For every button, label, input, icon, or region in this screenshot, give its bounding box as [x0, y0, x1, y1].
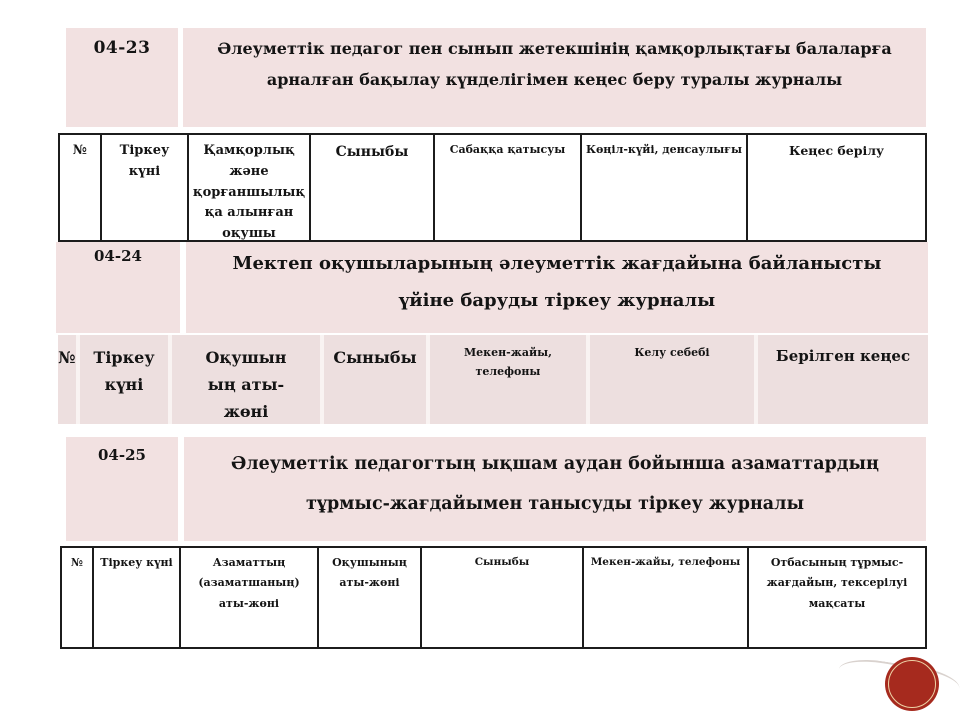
t2-col-reg-date: Тіркеу күні [80, 335, 168, 424]
t3-col-number: № [71, 556, 83, 569]
t2-col-class: Сыныбы [324, 335, 426, 424]
t1-col-lesson-attendance: Сабаққа қатысуы [433, 135, 580, 240]
t3-col-student-name: Оқушының аты-жөні [317, 548, 420, 647]
red-seal-logo [885, 657, 939, 711]
t3-col-family-condition-purpose: Отбасының тұрмыс-жағдайын, тексерілуі мақсаты [747, 548, 925, 647]
table-0425 [60, 546, 927, 649]
section-0424-title: Мектеп оқушыларының әлеуметтік жағдайына байланысты үйіне баруды тіркеу журналы [186, 242, 928, 333]
section-0424-band [56, 242, 928, 333]
section-0423-code: 04-23 [66, 28, 178, 127]
t3-col-class: Сыныбы [420, 548, 582, 647]
section-0425-code: 04-25 [66, 437, 178, 541]
t3-col-address-phone: Мекен-жайы, телефоны [582, 548, 747, 647]
t2-col-address-phone: Мекен-жайы, телефоны [430, 335, 586, 424]
section-0424-code: 04-24 [56, 242, 180, 333]
section-0423-band [66, 28, 926, 127]
section-0423-title: Әлеуметтік педагог пен сынып жетекшінің қамқорлықтағы балаларға арналған бақылау күнделігімен кеңес беру туралы журналы [183, 28, 926, 127]
table-0424 [58, 335, 928, 424]
t3-col-reg-date: Тіркеу күні [92, 548, 179, 647]
table-0423 [58, 133, 927, 242]
t1-col-advice-given: Кеңес берілу [746, 135, 925, 240]
t1-col-mood-health: Көңіл-күйі, денсаулығы [580, 135, 746, 240]
t1-col-number: № [72, 143, 88, 158]
t2-col-number: № [58, 335, 76, 424]
section-0425-title: Әлеуметтік педагогтың ықшам аудан бойынша азаматтардың тұрмыс-жағдайымен танысуды тіркеу журналы [184, 437, 926, 541]
t2-col-visit-reason: Келу себебі [590, 335, 754, 424]
t1-col-class: Сыныбы [309, 135, 433, 240]
t2-col-student-name: Оқушының аты-жөні [172, 335, 320, 424]
t1-col-reg-date: Тіркеу күні [100, 135, 187, 240]
t3-col-citizen-name: Азаматтың (азаматшаның) аты-жөні [179, 548, 317, 647]
t2-col-advice-given: Берілген кеңес [758, 335, 928, 424]
section-0425-band [66, 437, 926, 541]
t1-col-guardianship-student: Қамқорлық және қорғаншылыққа алынған оқушы [187, 135, 309, 240]
